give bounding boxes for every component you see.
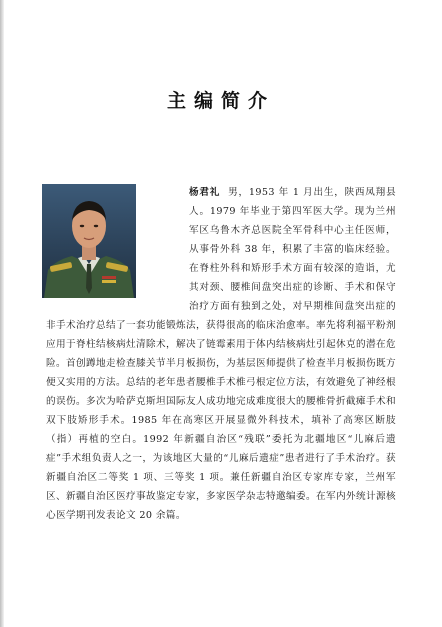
bio-text: 男，1953 年 1 月出生，陕西凤翔县人。1979 年毕业于第四军医大学。现为兰州军区乌鲁木齐总医院全军骨科中心主任医师，从事骨外科 38 年，积累了丰富的临床经验。在脊柱外科和矫形手术方面有较深的造诣，尤其对颈、腰椎间盘突出症的诊断、手术和保守治疗方面有独到之处，对早期椎间盘突出症的非手术治疗总结了一套功能锻炼法，获得很高的临床治愈率。率先将利福平粉剂应用于脊柱结核病灶清除术，解决了链霉素用于体内结核病灶引起休克的潜在危险。首创蹲地走检查膝关节半月板损伤，为基层医师提供了检查半月板损伤既方便又实用的方法。总结的老年患者腰椎手术椎弓根定位方法，有效避免了神经根的误伤。多次为哈萨克斯坦国际友人成功地完成难度很大的腰椎骨折截瘫手术和双下肢矫形手术。1985 年在高寒区开展显微外科技术，填补了高寒区断肢（指）再植的空白。1992 年新疆自治区“残联”委托为北疆地区“儿麻后遗症”手术组负责人之一，为该地区大量的“儿麻后遗症”患者进行了手术治疗。获新疆自治区二等奖 1 项、三等奖 1 项。兼任新疆自治区专家库专家，兰州军区、新疆自治区医疗事故鉴定专家，多家医学杂志特邀编委。在军内外统计源核心医学期刊发表论文 20 余篇。 — [46, 187, 397, 521]
portrait-spacer — [46, 183, 189, 316]
page-title: 主编简介 — [166, 90, 275, 112]
author-bio — [0, 183, 442, 533]
author-name: 杨君礼 — [189, 187, 221, 198]
